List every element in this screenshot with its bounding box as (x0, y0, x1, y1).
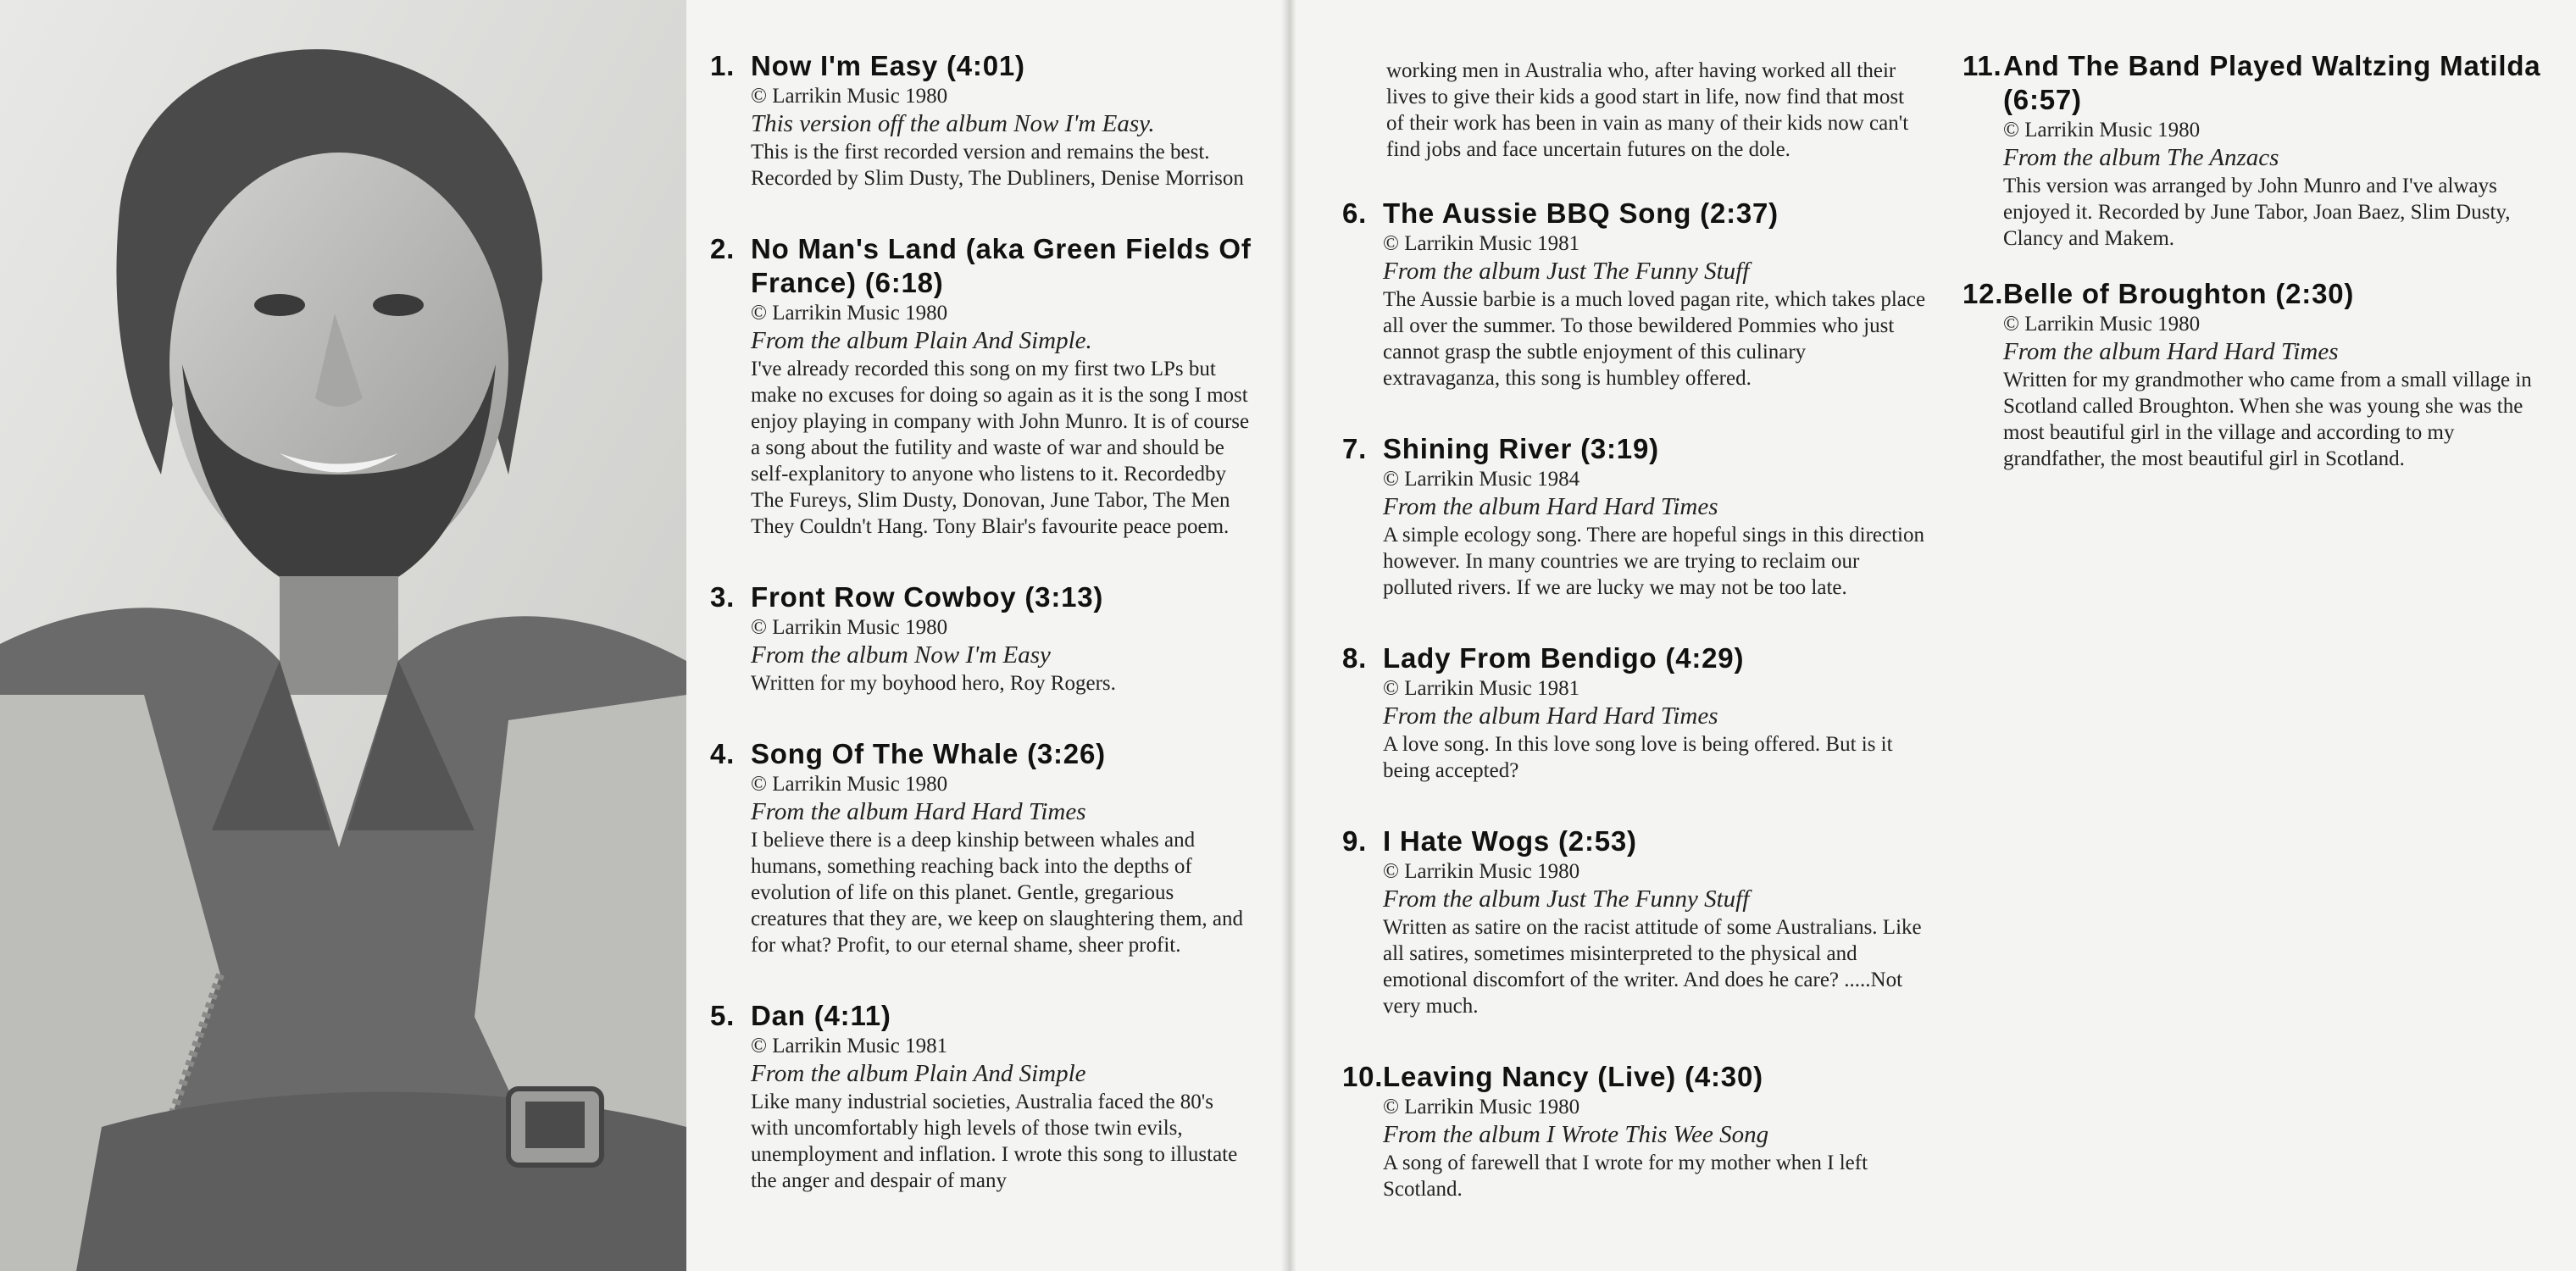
track-album: From the album Plain And Simple. (751, 327, 1092, 354)
track-description: This is the first recorded version and remains the best. Recorded by Slim Dusty, The Dubliners, Denise Morrison (751, 141, 1244, 190)
track-title-text: And The Band Played Waltzing Matilda (6:57) (2003, 50, 2541, 115)
track-description: Written for my grandmother who came from a small village in Scotland called Broughton. When she was young she was the most beautiful girl in the village and according to my grandfather, the most beautiful girl in Scotland. (2003, 369, 2532, 470)
track-album: From the album Just The Funny Stuff (1383, 885, 1750, 913)
track-number: 6. (1342, 197, 1368, 229)
artist-photo (0, 0, 686, 1271)
track-copyright: © Larrikin Music 1981 (1383, 677, 1580, 700)
track-title (710, 49, 1252, 83)
track-title (710, 232, 1252, 300)
track-entry (1963, 277, 2556, 472)
track-number: 2. (710, 233, 736, 264)
track-column-2 (1342, 58, 1927, 1202)
track-entry (1342, 1060, 1927, 1202)
track-entry (1342, 824, 1927, 1019)
track-entry (710, 999, 1252, 1194)
track-title (1963, 49, 2556, 117)
track-column-3 (1963, 49, 2556, 472)
track-copyright: © Larrikin Music 1980 (1383, 860, 1580, 883)
track-entry (1342, 432, 1927, 601)
track-album: From the album The Anzacs (2003, 144, 2279, 171)
track-title (1342, 824, 1927, 858)
track-entry (710, 737, 1252, 958)
track-title-text: Song Of The Whale (3:26) (751, 738, 1106, 769)
track-title-text: Dan (4:11) (751, 1000, 891, 1031)
track-title (710, 580, 1252, 614)
track-title-text: Belle of Broughton (2:30) (2003, 278, 2355, 309)
track-description: Written as satire on the racist attitude of some Australians. Like all satires, sometimes misinterpreted to the physical and emotional discomfort of the writer. And does he care? .....Not very much. (1383, 916, 1922, 1018)
track-description: Like many industrial societies, Australia faced the 80's with uncomfortably high levels of those twin evils, unemployment and inflation. I wrote this song to illustate the anger and despair of many (751, 1091, 1238, 1192)
track-title (1342, 641, 1927, 675)
track-album: From the album Hard Hard Times (751, 798, 1086, 825)
track-description: The Aussie barbie is a much loved pagan rite, which takes place all over the summer. To those bewildered Pommies who just cannot grasp the subtle enjoyment of this culinary extravaganza, this song is humbley offered. (1383, 288, 1926, 390)
track-copyright: © Larrikin Music 1980 (2003, 119, 2201, 142)
track-album: From the album Hard Hard Times (2003, 338, 2339, 365)
bearded-man-portrait-icon (0, 0, 686, 1271)
track-title-text: Now I'm Easy (4:01) (751, 50, 1025, 81)
track-title-text: Front Row Cowboy (3:13) (751, 581, 1104, 613)
track-number: 7. (1342, 433, 1368, 464)
track-copyright: © Larrikin Music 1981 (1383, 232, 1580, 255)
track-title-text: The Aussie BBQ Song (2:37) (1383, 197, 1779, 229)
track-number: 8. (1342, 642, 1368, 674)
track-copyright: © Larrikin Music 1980 (2003, 313, 2201, 336)
track-copyright: © Larrikin Music 1980 (751, 773, 948, 796)
track-title (710, 737, 1252, 771)
track-description: Written for my boyhood hero, Roy Rogers. (751, 672, 1116, 695)
track-number: 12. (1963, 278, 2004, 309)
track-title-text: Lady From Bendigo (4:29) (1383, 642, 1745, 674)
track-description: A simple ecology song. There are hopeful sings in this direction however. In many countries we are trying to reclaim our polluted rivers. If we are lucky we may not be too late. (1383, 524, 1925, 599)
track-entry (710, 49, 1252, 191)
track-title (1342, 197, 1927, 230)
track-number: 3. (710, 581, 736, 613)
track-album: From the album Just The Funny Stuff (1383, 258, 1750, 285)
track-album: From the album I Wrote This Wee Song (1383, 1121, 1769, 1148)
track-title-text: No Man's Land (aka Green Fields Of France) (6:18) (751, 233, 1252, 298)
booklet-spine (1281, 0, 1296, 1271)
track-album: From the album Now I'm Easy (751, 641, 1051, 669)
track-copyright: © Larrikin Music 1980 (751, 616, 948, 639)
track-description: This version was arranged by John Munro and I've always enjoyed it. Recorded by June Tabor, Joan Baez, Slim Dusty, Clancy and Makem. (2003, 175, 2511, 250)
continued-description: working men in Australia who, after having worked all their lives to give their kids a good start in life, now find that most of their work has been in vain as many of their kids now can't find jobs and face uncertain futures on the dole. (1386, 59, 1909, 161)
track-title (710, 999, 1252, 1033)
track-entry (1342, 641, 1927, 784)
track-copyright: © Larrikin Music 1980 (751, 85, 948, 108)
track-description: I've already recorded this song on my first two LPs but make no excuses for doing so again as it is the song I most enjoy playing in company with John Munro. It is of course a song about the futility and waste of war and should be self-explanitory to anyone who listens to it. Recordedby The Fureys, Slim Dusty, Donovan, June Tabor, The Men They Couldn't Hang. Tony Blair's favourite peace poem. (751, 358, 1250, 538)
track-title (1963, 277, 2556, 311)
track-description: A love song. In this love song love is being offered. But is it being accepted? (1383, 733, 1893, 782)
track-title-text: I Hate Wogs (2:53) (1383, 825, 1637, 857)
track-number: 5. (710, 1000, 736, 1031)
track-number: 10. (1342, 1061, 1384, 1092)
track-number: 1. (710, 50, 736, 81)
track-album: From the album Plain And Simple (751, 1060, 1086, 1087)
track-number: 9. (1342, 825, 1368, 857)
track-copyright: © Larrikin Music 1980 (751, 302, 948, 325)
track-number: 4. (710, 738, 736, 769)
track-title (1342, 1060, 1927, 1094)
track-number: 11. (1963, 50, 2002, 81)
track-copyright: © Larrikin Music 1981 (751, 1035, 948, 1057)
track-copyright: © Larrikin Music 1984 (1383, 468, 1580, 491)
track-album: From the album Hard Hard Times (1383, 702, 1718, 730)
track-column-1 (710, 49, 1252, 1194)
track-entry (710, 580, 1252, 697)
track-title-text: Leaving Nancy (Live) (4:30) (1383, 1061, 1763, 1092)
track-description: I believe there is a deep kinship between whales and humans, something reaching back into the depths of evolution of life on this planet. Gentle, gregarious creatures that they are, we keep on slaughtering them, and for what? Profit, to our eternal shame, sheer profit. (751, 829, 1244, 957)
track-description: A song of farewell that I wrote for my mother when I left Scotland. (1383, 1152, 1868, 1201)
track-title-text: Shining River (3:19) (1383, 433, 1659, 464)
track-album: From the album Hard Hard Times (1383, 493, 1718, 520)
track-album: This version off the album Now I'm Easy. (751, 110, 1155, 137)
track-entry (1963, 49, 2556, 252)
track-entry (1342, 197, 1927, 391)
track-entry (710, 232, 1252, 540)
track-title (1342, 432, 1927, 466)
track-copyright: © Larrikin Music 1980 (1383, 1096, 1580, 1118)
